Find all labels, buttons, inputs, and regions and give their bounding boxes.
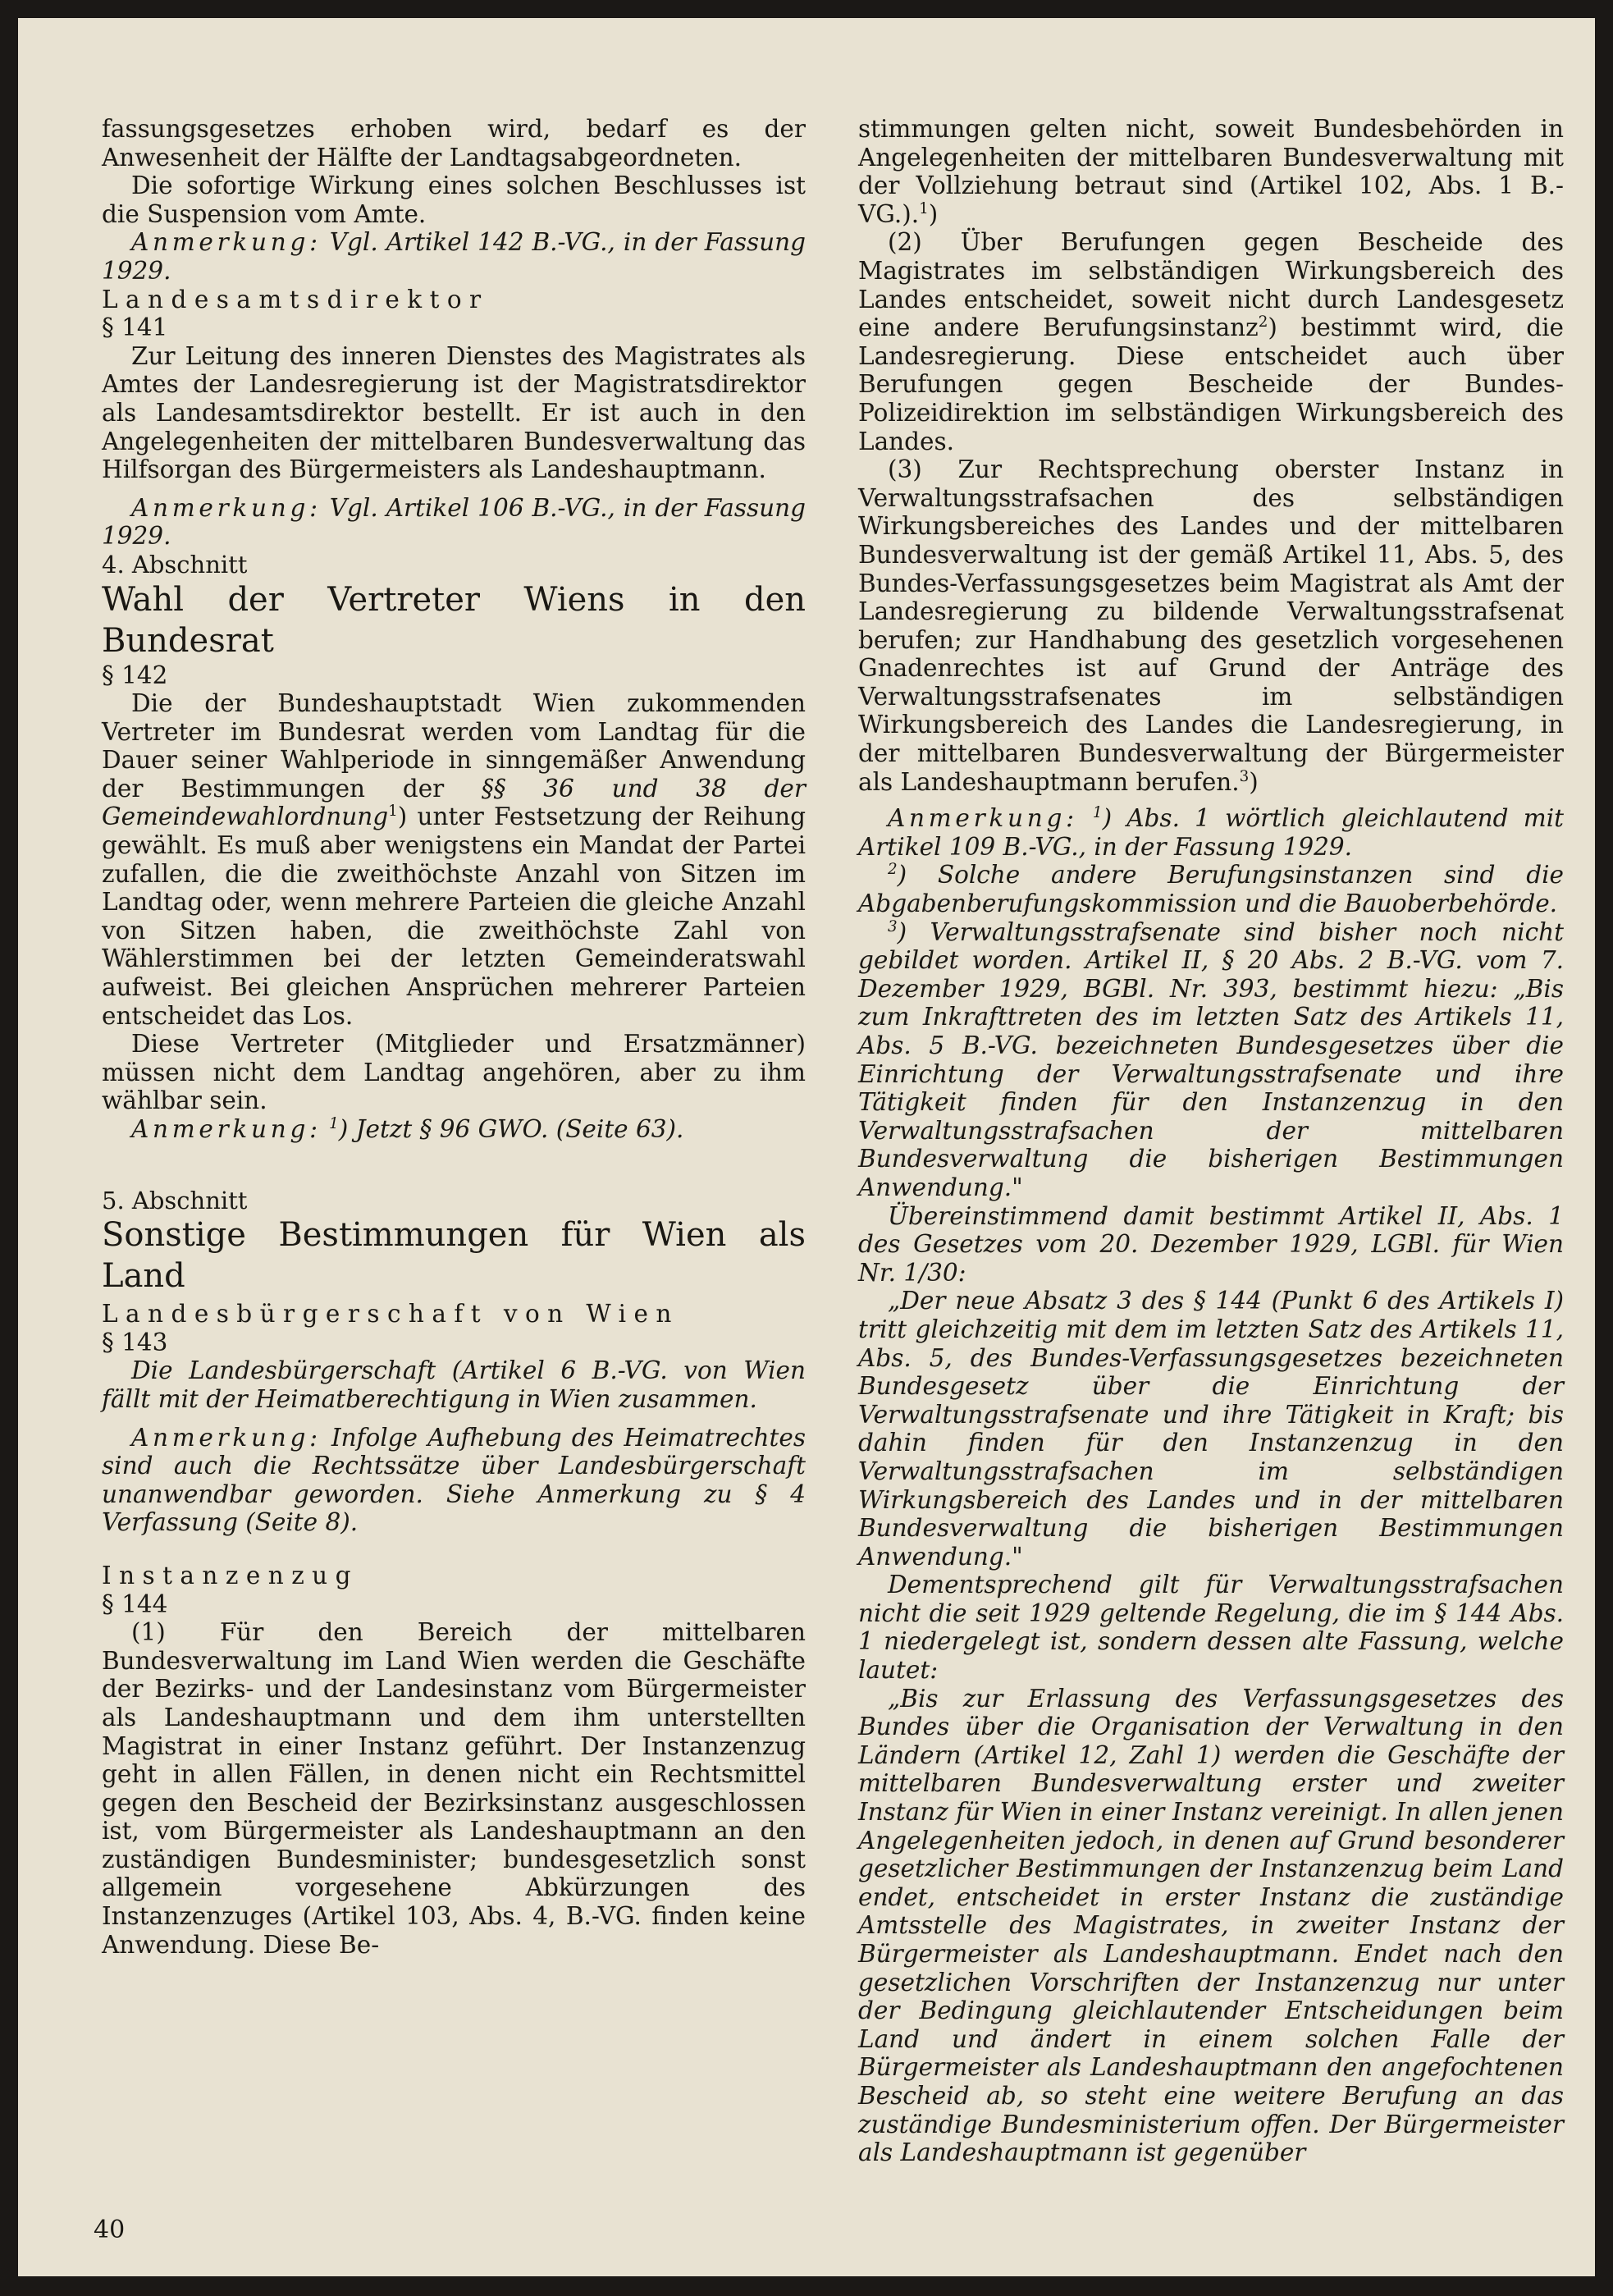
section-5-title: Sonstige Bestimmungen für Wien als Land xyxy=(102,1216,806,1296)
section-4-number: 4. Abschnitt xyxy=(102,550,248,579)
document-page xyxy=(18,18,1595,2276)
abs-number: (3) xyxy=(888,455,922,484)
text-143: Die Landesbürgerschaft (Artikel 6 B.-VG. von Wien fällt mit der Heimatberechtigung in Wien zusammen. xyxy=(102,1356,806,1413)
note-text: ) Solche andere Berufungsinstanzen sind die Abgabenberufungskommission und die Bauoberbehörde. xyxy=(858,861,1564,918)
footnote-marker: 1 xyxy=(919,199,929,217)
abs-text-b: ) xyxy=(1249,767,1259,796)
left-column xyxy=(102,115,806,1959)
footnote-marker: 1 xyxy=(1092,804,1103,822)
paragraph-number-142: § 142 xyxy=(102,661,168,689)
footnote-marker: 1 xyxy=(329,1115,339,1133)
continuation-paragraph xyxy=(858,115,1564,228)
note-143 xyxy=(102,1424,806,1537)
note-144-7: „Bis zur Erlassung des Verfassungsgesetzes des Bundes über die Organisation der Verwaltung in den Ländern (Artikel 12, Zahl 1) werden die Geschäfte der mittelbaren Bundesverwaltung erster und zweiter Instanz für Wien in einer Instanz vereinigt. In allen jenen Angelegenheiten jedoch, in denen auf Grund besonderer gesetzlicher Bestimmungen der Instanzenzug beim Land endet, entscheidet in erster Instanz die zuständige Amtsstelle des Magistrates, in zweiter Instanz der Bürgermeister als Landeshauptmann. Endet nach den gesetzlichen Vorschriften der Instanzenzug nur unter der Bedingung gleichlautender Entscheidungen beim Land und ändert in einem solchen Falle der Bürgermeister als Landeshauptmann den angefochtenen Bescheid ab, so steht eine weitere Berufung an das zuständige Bundesministerium offen. Der Bürgermeister als Landeshauptmann ist gegenüber xyxy=(858,1684,1564,2167)
note-144-4: Übereinstimmend damit bestimmt Artikel II, Abs. 1 des Gesetzes vom 20. Dezember 1929, LGBl. für Wien Nr. 1/30: xyxy=(858,1201,1564,1287)
section-5-number: 5. Abschnitt xyxy=(102,1186,248,1214)
text-142-part-b: unter Festsetzung der Reihung gewählt. Es muß aber wenigstens ein Mandat der Partei zufallen, die die zweithöchste Anzahl von Sitzen im Landtag oder, wenn mehrere Parteien die gleiche Anzahl von Sitzen haben, die zweithöchste Zahl von Wählerstimmen bei der letzten Gemeinderatswahl aufweist. Bei gleichen Ansprüchen mehrerer Parteien entscheidet das Los. xyxy=(102,803,806,1030)
paragraph-number-143: § 143 xyxy=(102,1328,168,1356)
continuation-text: stimmungen gelten nicht, soweit Bundesbehörden in Angelegenheiten der mittelbaren Bundesverwaltung mit der Vollziehung betraut sind (Artikel 102, Abs. 1 B.-VG.). xyxy=(858,115,1564,228)
gwo-reference: §§ 36 und 38 der Gemeindewahlordnung xyxy=(102,774,806,831)
note-144-5: „Der neue Absatz 3 des § 144 (Punkt 6 des Artikels I) tritt gleichzeitig mit dem im letzten Satz des Artikels 11, Abs. 5, des Bundes-Verfassungsgesetzes bezeichneten Bundesgesetz über die Einrichtung der Verwaltungsstrafsenate und ihre Tätigkeit in Kraft; bis dahin finden für den Instanzenzug in den Verwaltungsstrafsachen im selbständigen Wirkungsbereich des Landes und in der mittelbaren Bundesverwaltung die bisherigen Bestimmungen Anwendung." xyxy=(858,1287,1564,1571)
footnote-marker: 3 xyxy=(888,917,898,935)
text-142-part-a: Die der Bundeshauptstadt Wien zukommenden Vertreter im Bundesrat werden vom Landtag für die Dauer seiner Wahlperiode in sinngemäßer Anwendung der Bestimmungen der xyxy=(102,689,806,803)
footnote-marker: 2 xyxy=(1258,313,1268,332)
paragraph-number-144: § 144 xyxy=(102,1589,168,1618)
text-142: Die der Bundeshauptstadt Wien zukommenden Vertreter im Bundesrat werden vom Landtag für die Dauer seiner Wahlperiode in sinngemäßer Anwendung der Bestimmungen der §§ 36 und 38 der Gemeindewahlordnung$^1$) unter Festsetzung der Reihung gewählt. Es muß aber wenigstens ein Mandat der Partei zufallen, die die zweithöchste Anzahl von Sitzen im Landtag oder, wenn mehrere Parteien die gleiche Anzahl von Sitzen haben, die zweithöchste Zahl von Wählerstimmen bei der letzten Gemeinderatswahl aufweist. Bei gleichen Ansprüchen mehrerer Parteien entscheidet das Los. xyxy=(102,689,806,1030)
note-text: Vgl. Artikel 106 B.-VG., in der Fassung 1929. xyxy=(102,493,806,551)
text-144-abs-3 xyxy=(858,455,1564,796)
text-141: Zur Leitung des inneren Dienstes des Magistrates als Amtes der Landesregierung ist der Magistratsdirektor als Landesamtsdirektor bestellt. Er ist auch in den Angelegenheiten der mittelbaren Bundesverwaltung das Hilfsorgan des Bürgermeisters als Landeshauptmann. xyxy=(102,341,806,484)
right-column xyxy=(858,115,1564,2167)
note-144-1 xyxy=(858,804,1564,861)
note-label: Anmerkung: xyxy=(131,1423,322,1452)
page-number: 40 xyxy=(94,2216,126,2244)
heading-landesamtsdirektor: Landesamtsdirektor xyxy=(102,285,489,313)
note-144-2 xyxy=(858,861,1564,917)
abs-text-b: ) bestimmt wird, die Landesregierung. Diese entscheidet auch über Berufungen gegen Bescheide der Bundes-Polizeidirektion im selbständigen Wirkungsbereich des Landes. xyxy=(858,313,1565,455)
note-label: Anmerkung: xyxy=(131,228,322,257)
footnote-marker: 2 xyxy=(888,861,898,879)
note-141 xyxy=(102,494,806,551)
footnote-marker: 3 xyxy=(1239,767,1250,785)
note-text: Vgl. Artikel 142 B.-VG., in der Fassung 1929. xyxy=(102,228,806,285)
note-144-6: Dementsprechend gilt für Verwaltungsstrafsachen nicht die seit 1929 geltende Regelung, die im § 144 Abs. 1 niedergelegt ist, sondern dessen alte Fassung, welche lautet: xyxy=(858,1571,1564,1685)
note-label: Anmerkung: xyxy=(131,1115,322,1143)
note-142: Anmerkung: $^1$) Jetzt § 96 GWO. (Seite 63). xyxy=(131,1115,684,1143)
section-4-title: Wahl der Vertreter Wiens in den Bundesrat xyxy=(102,580,806,660)
text-142-representatives: Diese Vertreter (Mitglieder und Ersatzmänner) müssen nicht dem Landtag angehören, aber zu ihm wählbar sein. xyxy=(102,1030,806,1115)
abs-number: (2) xyxy=(888,228,922,257)
note-text: Infolge Aufhebung des Heimatrechtes sind auch die Rechtssätze über Landesbürgerschaft unanwendbar geworden. Siehe Anmerkung zu § 4 Verfassung (Seite 8). xyxy=(102,1423,806,1537)
abs-text-a: Zur Rechtsprechung oberster Instanz in Verwaltungsstrafsachen des selbständigen Wirkungsbereiches des Landes und der mittelbaren Bundesverwaltung ist der gemäß Artikel 11, Abs. 5, des Bundes-Verfassungsgesetzes beim Magistrat als Amt der Landesregierung zu bildende Verwaltungsstrafsenat berufen; zur Handhabung des gesetzlich vorgesehenen Gnadenrechtes ist auf Grund der Anträge des Verwaltungsstrafsenates im selbständigen Wirkungsbereich des Landes die Landesregierung, in der mittelbaren Bundesverwaltung der Bürgermeister als Landeshauptmann berufen. xyxy=(858,455,1564,796)
note-text: ) Abs. 1 wörtlich gleichlautend mit Artikel 109 B.-VG., in der Fassung 1929. xyxy=(858,804,1564,861)
note-text: ) Verwaltungsstrafsenate sind bisher noch nicht gebildet worden. Artikel II, § 20 Abs. 2 B.-VG. vom 7. Dezember 1929, BGBl. Nr. 393, bestimmt hiezu: „Bis zum Inkrafttreten des im letzten Satz des Artikels 11, Abs. 5 B.-VG. bezeichneten Bundesgesetzes über die Einrichtung der Verwaltungsstrafsenate und ihre Tätigkeit finden für den Instanzenzug in den Verwaltungsstrafsachen der mittelbaren Bundesverwaltung die bisherigen Bestimmungen Anwendung." xyxy=(858,917,1564,1201)
heading-instanzenzug: Instanzenzug xyxy=(102,1561,359,1589)
suspension-paragraph: Die sofortige Wirkung eines solchen Beschlusses ist die Suspension vom Amte. xyxy=(102,172,806,228)
heading-landesbuergerschaft: Landesbürgerschaft von Wien xyxy=(102,1300,679,1329)
note-140 xyxy=(102,228,806,285)
abs-text: Für den Bereich der mittelbaren Bundesverwaltung im Land Wien werden die Geschäfte der Bezirks- und der Landesinstanz vom Bürgermeister als Landeshauptmann und dem ihm unterstellten Magistrat in einer Instanz geführt. Der Instanzenzug geht in allen Fällen, in denen nicht ein Rechtsmittel gegen den Bescheid der Bezirksinstanz ausgeschlossen ist, vom Bürgermeister als Landeshauptmann an den zuständigen Bundesminister; bundesgesetzlich sonst allgemein vorgesehene Abkürzungen des Instanzenzuges (Artikel 103, Abs. 4, B.-VG. finden keine Anwendung. Diese Be- xyxy=(102,1618,806,1959)
note-label: Anmerkung: xyxy=(131,493,322,522)
continuation-close: ) xyxy=(928,199,939,228)
footnote-marker: 1 xyxy=(388,803,398,821)
note-text: Jetzt § 96 GWO. (Seite 63). xyxy=(355,1115,684,1143)
abs-text-a: Über Berufungen gegen Bescheide des Magistrates im selbständigen Wirkungsbereich des Landes entscheidet, soweit nicht durch Landesgesetz eine andere Berufungsinstanz xyxy=(858,228,1564,342)
note-144-3 xyxy=(858,918,1564,1202)
note-label: Anmerkung: xyxy=(888,804,1078,833)
text-144-abs-1 xyxy=(102,1618,806,1959)
continuation-paragraph: fassungsgesetzes erhoben wird, bedarf es der Anwesenheit der Hälfte der Landtagsabgeordneten. xyxy=(102,115,806,172)
abs-number: (1) xyxy=(131,1618,166,1647)
paragraph-number-141: § 141 xyxy=(102,313,168,342)
text-144-abs-2 xyxy=(858,228,1564,455)
